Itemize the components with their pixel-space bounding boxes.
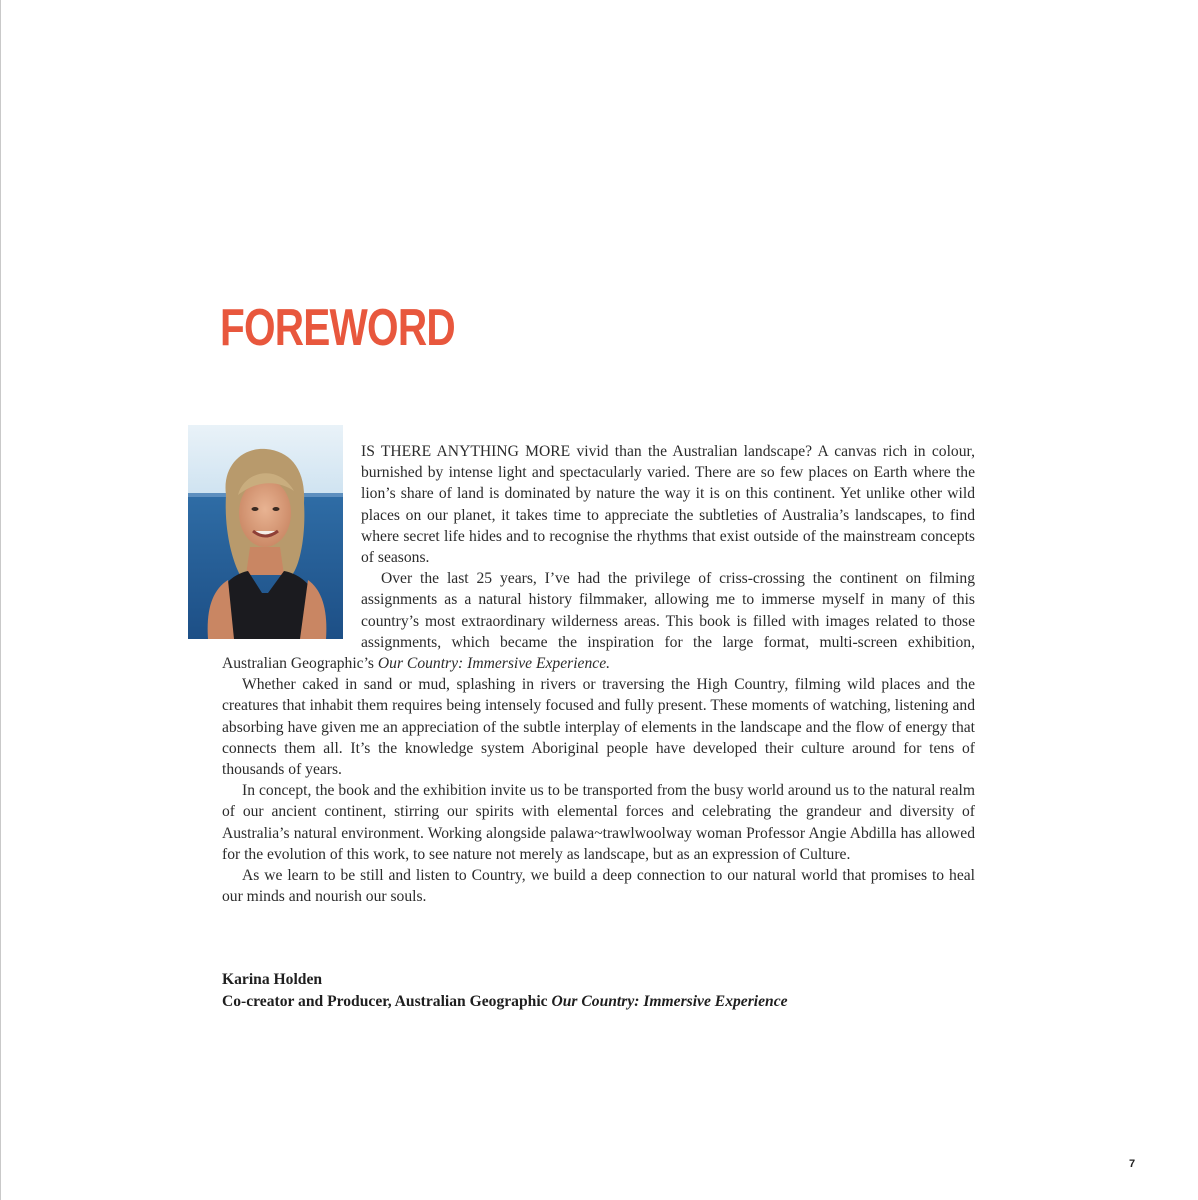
paragraph-5: As we learn to be still and listen to Country, we build a deep connection to our natural world that promises to heal our minds and nourish our souls. — [222, 867, 975, 906]
author-role-prefix: Co-creator and Producer, Australian Geographic — [222, 992, 552, 1010]
author-name: Karina Holden — [222, 971, 323, 988]
author-photo — [188, 425, 343, 639]
paragraph-2-text: Over the last 25 years, I’ve had the privilege of criss-crossing the continent on filming assignments as a natural history filmmaker, allowing me to immerse myself in many of this country’s most extraordinary wilderness areas. This book is filled with images related to those assignments, which became the inspiration for the large format, multi-screen exhibition, Australian Geographic’s — [222, 570, 975, 673]
signature-block — [222, 969, 788, 1012]
page-edge-rule — [0, 0, 1, 1200]
page-title: FOREWORD — [220, 299, 455, 357]
paragraph-4: In concept, the book and the exhibition invite us to be transported from the busy world around us to the natural realm of our ancient continent, stirring our spirits with elemental forces and celebrating the grandeur and diversity of Australia’s natural environment. Working alongside palawa~trawlwoolway woman Professor Angie Abdilla has allowed for the evolution of this work, to see nature not merely as landscape, but as an expression of Culture. — [222, 782, 975, 863]
author-role — [222, 991, 788, 1013]
foreword-body — [222, 441, 975, 907]
exhibition-title: Our Country: Immersive Experience. — [377, 655, 611, 673]
page-number: 7 — [1129, 1158, 1136, 1170]
paragraph-1: IS THERE ANYTHING MORE vivid than the Australian landscape? A canvas rich in colour, burnished by intense light and spectacularly varied. There are so few places on Earth where the lion’s share of land is dominated by nature the way it is on this continent. Yet unlike other wild places on our planet, it takes time to appreciate the subtleties of Australia’s landscapes, to find where secret life hides and to recognise the rhythms that exist outside of the mainstream concepts of seasons. — [361, 443, 975, 567]
paragraph-3: Whether caked in sand or mud, splashing in rivers or traversing the High Country, filming wild places and the creatures that inhabit them requires being intensely focused and fully present. These moments of watching, listening and absorbing have given me an appreciation of the subtle interplay of elements in the landscape and the flow of energy that connects them all. It’s the knowledge system Aboriginal people have developed their culture around for tens of thousands of years. — [222, 676, 975, 779]
author-role-exhibition: Our Country: Immersive Experience — [551, 992, 788, 1010]
